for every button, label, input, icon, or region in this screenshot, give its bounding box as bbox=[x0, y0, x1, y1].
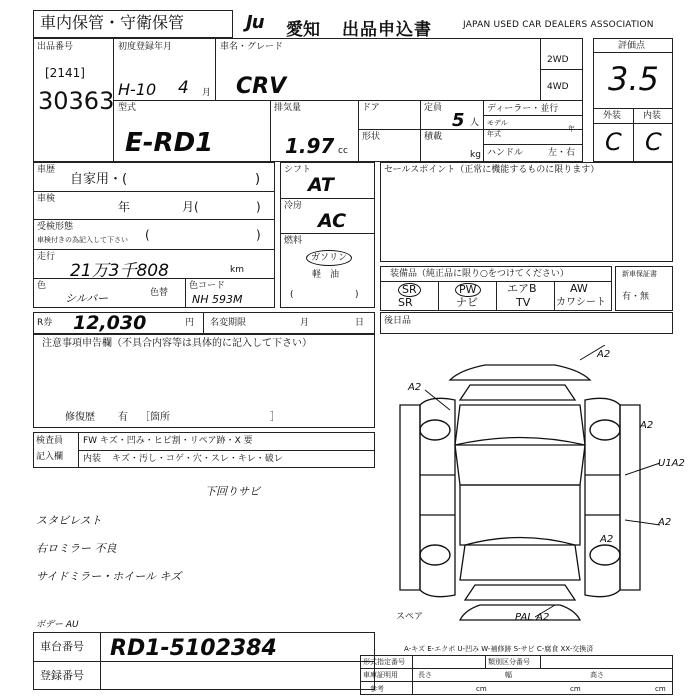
type-value: E-RD1 bbox=[125, 128, 214, 158]
history-value: 自家用・( bbox=[70, 172, 128, 187]
inspector-note-4: サイドミラー・ホイール キズ bbox=[36, 570, 182, 583]
storage-tag-text: 車内保管・守衛保管 bbox=[40, 13, 185, 32]
inspector-label-2: 記入欄 bbox=[36, 452, 64, 462]
association-logo: Ju bbox=[246, 12, 264, 33]
color-value: シルバー bbox=[65, 292, 108, 305]
equip-leather-seat: カワシート bbox=[556, 297, 606, 308]
fuel-close: ) bbox=[355, 290, 359, 300]
type-label: 型式 bbox=[118, 103, 137, 113]
repair-history-label: 修復歴 bbox=[65, 412, 95, 423]
car-damage-diagram bbox=[380, 345, 673, 635]
inspector-note-underbody: 下回りサビ bbox=[205, 485, 260, 498]
inspection-month: 月( bbox=[182, 200, 199, 214]
chassis-label: 車台番号 bbox=[40, 640, 84, 653]
lot-number: 30363 bbox=[38, 87, 115, 115]
spare-label: スペア bbox=[396, 612, 424, 622]
notes-label: 注意事項申告欄（不具合内容等は具体的に記入して下さい） bbox=[42, 338, 312, 349]
rating-label: 評価点 bbox=[618, 41, 646, 51]
inspector-label-1: 検査員 bbox=[36, 436, 64, 446]
inspection-close: ) bbox=[256, 200, 261, 214]
interior-label: 内装 bbox=[643, 111, 662, 121]
register-number-label: 登録番号 bbox=[40, 669, 84, 682]
damage-mark-a2-right-bumper: A2 bbox=[640, 420, 654, 431]
color-label: 色 bbox=[37, 281, 47, 291]
inspection-label: 車検 bbox=[37, 194, 56, 204]
equip-aw-top: AW bbox=[570, 282, 588, 295]
inspector-note-3: 右ロミラー 不良 bbox=[36, 542, 117, 555]
recycle-unit: 円 bbox=[185, 318, 195, 328]
recycle-value: 12,030 bbox=[73, 312, 147, 334]
drive-4wd: 4WD bbox=[547, 82, 569, 92]
post-date-block bbox=[380, 312, 673, 334]
model-value: CRV bbox=[236, 74, 287, 99]
sales-point-label: セールスポイント（正常に機能するものに限ります） bbox=[384, 165, 600, 175]
sales-point-block bbox=[380, 162, 673, 262]
delivery-close: ) bbox=[256, 228, 261, 242]
dealer-label: ディーラー・並行 bbox=[487, 104, 559, 114]
handle-label: ハンドル bbox=[487, 148, 524, 158]
color-code-value: NH 593M bbox=[192, 293, 243, 306]
equip-airbag-top: エアB bbox=[507, 282, 537, 295]
mileage-unit: km bbox=[230, 265, 244, 275]
footer-cm-3: cm bbox=[655, 685, 666, 693]
footer-length-label: 長さ bbox=[418, 671, 432, 679]
name-change-month: 月 bbox=[300, 318, 310, 328]
fuel-open: ( bbox=[290, 290, 294, 300]
inspector-exterior-row: FW キズ・凹み・ヒビ割・リペア跡・X 要 bbox=[83, 436, 253, 446]
inspector-interior-label: 内装 bbox=[83, 454, 102, 464]
footer-cert-label: 形式指定番号 bbox=[363, 658, 405, 666]
equip-pw-top: PW bbox=[455, 283, 481, 297]
drive-2wd: 2WD bbox=[547, 55, 569, 65]
footer-class-label: 類別区分番号 bbox=[488, 658, 530, 666]
capacity-label: 定員 bbox=[424, 103, 443, 113]
exterior-label: 外装 bbox=[603, 111, 622, 121]
damage-mark-a2-rear-right: A2 bbox=[658, 517, 672, 528]
model-grade-label: 車名・グレード bbox=[220, 42, 284, 52]
footer-cm-1: cm bbox=[476, 685, 487, 693]
interior-grade: C bbox=[645, 128, 662, 156]
warranty-label: 新車保証書 bbox=[622, 270, 657, 278]
dealer-year-type: 年式 bbox=[487, 130, 501, 138]
capacity-unit: 人 bbox=[470, 118, 480, 128]
warranty-options: 有・無 bbox=[622, 292, 650, 302]
equip-navi: ナビ bbox=[456, 296, 478, 309]
capacity-value: 5 bbox=[452, 110, 465, 131]
delivery-note: 車検付きの為記入して下さい bbox=[37, 236, 128, 244]
association-name: 愛知 bbox=[286, 20, 320, 40]
displacement-value: 1.97 bbox=[285, 134, 335, 158]
chassis-value: RD1-5102384 bbox=[110, 636, 277, 661]
footer-cm-2: cm bbox=[570, 685, 581, 693]
registration-month-unit: 月 bbox=[202, 88, 212, 98]
footer-ref-label: 参考 bbox=[370, 685, 384, 693]
mileage-value: 21万3千808 bbox=[70, 261, 169, 281]
shape-label: 形状 bbox=[362, 132, 381, 142]
shift-label: シフト bbox=[284, 165, 312, 175]
inspector-interior-row: キズ・汚し・コゲ・穴・スレ・キレ・破レ bbox=[112, 454, 283, 464]
damage-mark-a2-rear: A2 bbox=[600, 534, 614, 545]
mileage-label: 走行 bbox=[37, 252, 56, 262]
lot-number-label: 出品番号 bbox=[37, 42, 74, 52]
exterior-grade: C bbox=[605, 128, 622, 156]
form-title-english: JAPAN USED CAR DEALERS ASSOCIATION bbox=[463, 20, 654, 30]
damage-mark-a2-top: A2 bbox=[597, 349, 611, 360]
registration-era-value: H-10 bbox=[118, 80, 157, 99]
repaint-label: 色替 bbox=[150, 288, 169, 298]
name-change-day: 日 bbox=[355, 318, 365, 328]
damage-mark-u1a2: U1A2 bbox=[658, 458, 685, 469]
form-title: 出品申込書 bbox=[342, 20, 432, 40]
load-label: 積載 bbox=[424, 132, 443, 142]
fuel-label: 燃料 bbox=[284, 236, 303, 246]
equip-sr: SR bbox=[398, 296, 413, 309]
lot-bracket-number: [2141] bbox=[45, 66, 85, 80]
repair-history-value: 有 bbox=[118, 412, 128, 423]
delivery-label: 受検形態 bbox=[37, 222, 74, 232]
aircon-value: AC bbox=[318, 210, 347, 232]
shift-value: AT bbox=[308, 174, 334, 196]
registration-month-value: 4 bbox=[178, 78, 189, 98]
displacement-label: 排気量 bbox=[274, 103, 302, 113]
equip-tv: TV bbox=[516, 296, 531, 309]
fuel-gasoline: ガソリン bbox=[306, 250, 352, 266]
equip-sr-top: SR bbox=[398, 283, 421, 297]
aircon-label: 冷房 bbox=[284, 201, 303, 211]
first-registration-label: 初度登録年月 bbox=[118, 42, 173, 52]
handle-options: 左・右 bbox=[548, 148, 576, 158]
door-label: ドア bbox=[362, 103, 380, 113]
recycle-label: R券 bbox=[37, 318, 53, 328]
inspector-note-5: ボデー AU bbox=[36, 620, 79, 630]
load-unit: kg bbox=[470, 150, 481, 160]
footer-height-label: 高さ bbox=[590, 671, 604, 679]
history-label: 車歴 bbox=[37, 165, 56, 175]
history-close: ) bbox=[255, 172, 261, 187]
inspector-note-2: スタビレスト bbox=[36, 514, 102, 527]
damage-legend: A-キズ E-エクボ U-凹み W-補修跡 S-サビ C-腐食 XX-交換済 bbox=[404, 645, 594, 653]
repair-history-part: ［箇所 bbox=[140, 412, 170, 423]
dealer-model-label: モデル bbox=[487, 119, 508, 127]
equipment-label: 装備品（純正品に限り○をつけてください） bbox=[390, 269, 569, 279]
footer-width-label: 幅 bbox=[505, 671, 512, 679]
inspection-year: 年 bbox=[118, 200, 131, 214]
footer-lic-label: 車庫証明用 bbox=[363, 671, 398, 679]
post-date-label: 後日品 bbox=[384, 316, 412, 326]
name-change-label: 名変期限 bbox=[210, 318, 247, 328]
color-code-label: 色コード bbox=[189, 281, 226, 291]
damage-mark-pal-a2: PAL A2 bbox=[515, 612, 550, 623]
dealer-model-year: 年 bbox=[568, 125, 575, 133]
damage-mark-a2-left: A2 bbox=[408, 382, 422, 393]
rating-value: 3.5 bbox=[608, 60, 659, 98]
delivery-open: ( bbox=[145, 228, 150, 242]
repair-history-close: ］ bbox=[270, 412, 280, 423]
fuel-diesel: 軽 油 bbox=[312, 270, 340, 280]
displacement-unit: cc bbox=[338, 146, 348, 156]
